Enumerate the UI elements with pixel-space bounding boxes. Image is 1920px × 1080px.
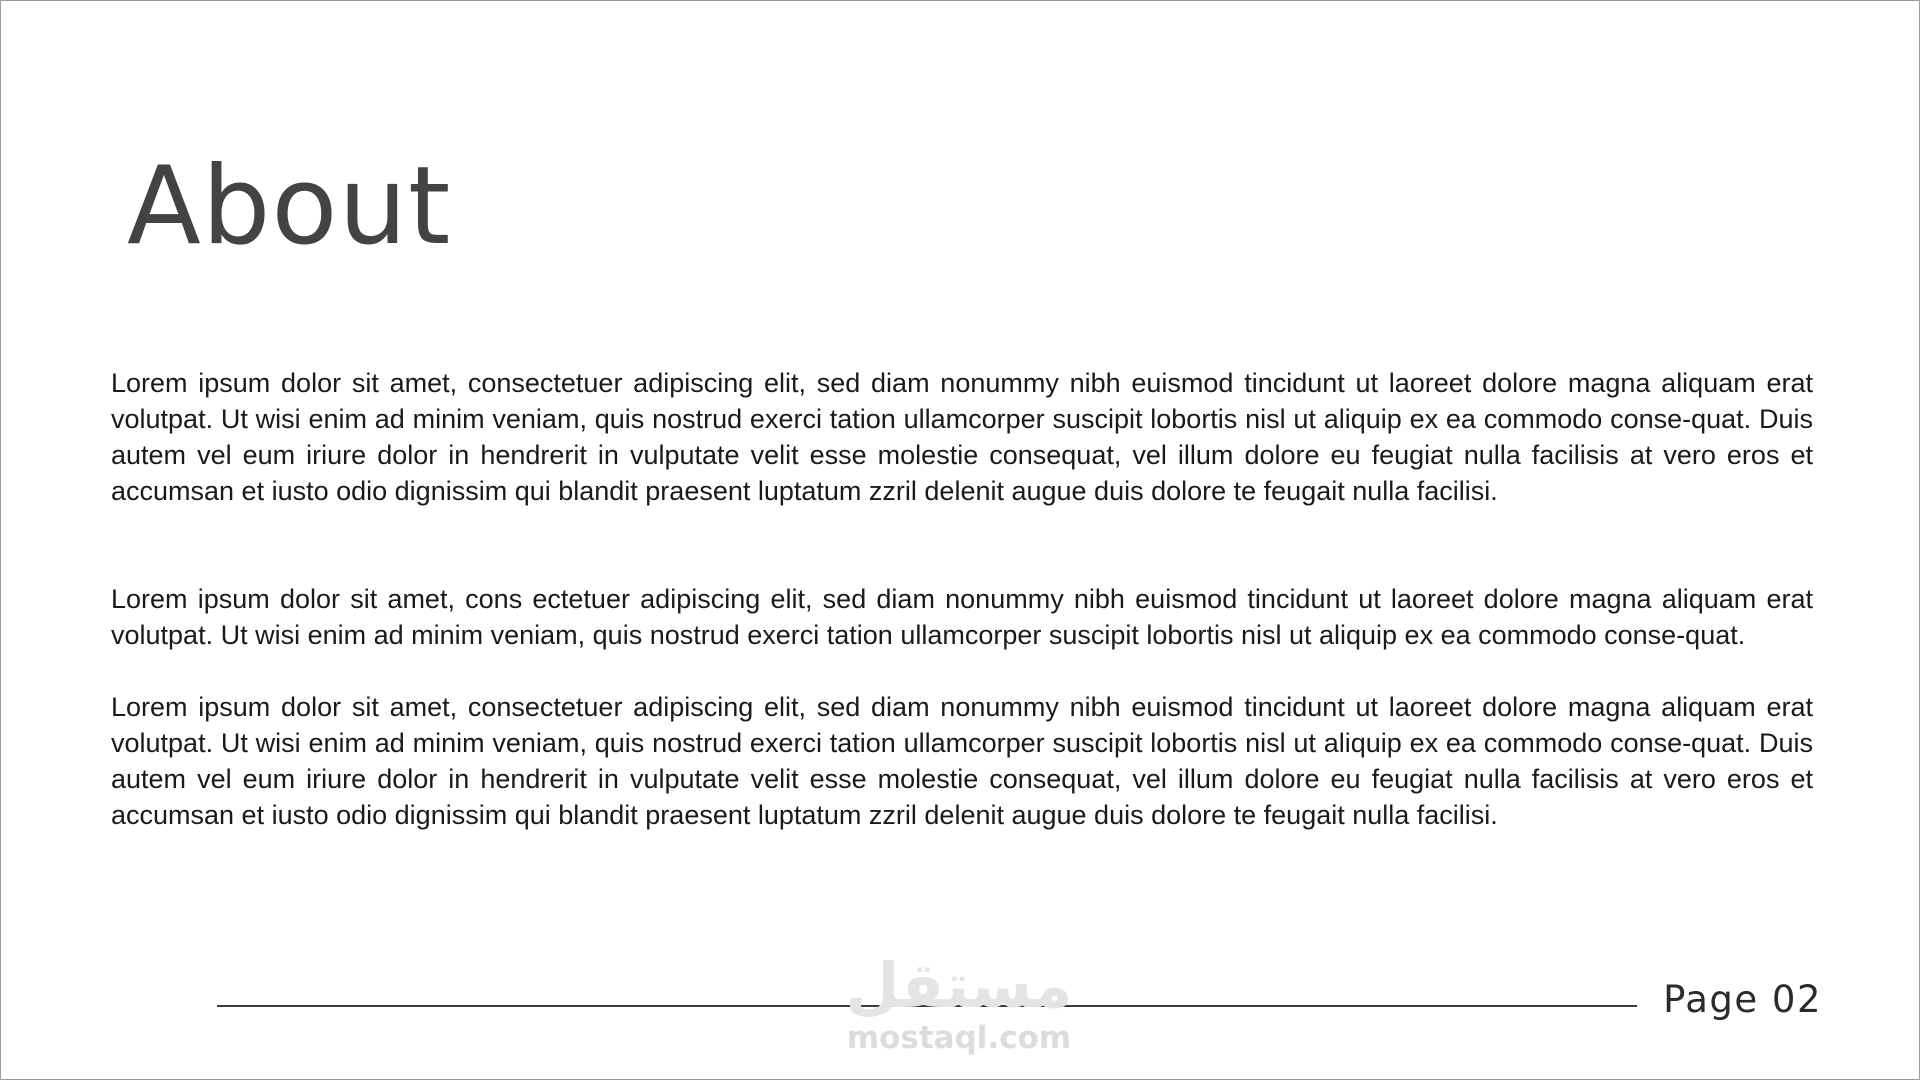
watermark-latin-text: mostaql.com xyxy=(846,1020,1072,1056)
page-number: Page 02 xyxy=(1663,978,1822,1021)
paragraph-3: Lorem ipsum dolor sit amet, consectetuer adipiscing elit, sed diam nonummy nibh euismod tincidunt ut laoreet dolore magna aliquam erat volutpat. Ut wisi enim ad minim veniam, quis nostrud exerci tation ullamcorper suscipit lobortis nisl ut aliquip ex ea commodo conse-quat. Duis autem vel eum iriure dolor in hendrerit in vulputate velit esse molestie consequat, vel illum dolore eu feugiat nulla facilisis at vero eros et accumsan et iusto odio dignissim qui blandit praesent luptatum zzril delenit augue duis dolore te feugait nulla facilisi. xyxy=(111,692,1813,830)
footer-divider xyxy=(217,1005,1637,1007)
paragraph-1: Lorem ipsum dolor sit amet, consectetuer adipiscing elit, sed diam nonummy nibh euismod tincidunt ut laoreet dolore magna aliquam erat volutpat. Ut wisi enim ad minim veniam, quis nostrud exerci tation ullamcorper suscipit lobortis nisl ut aliquip ex ea commodo conse-quat. Duis autem vel eum iriure dolor in hendrerit in vulputate velit esse molestie consequat, vel illum dolore eu feugiat nulla facilisis at vero eros et accumsan et iusto odio dignissim qui blandit praesent luptatum zzril delenit augue duis dolore te feugait nulla facilisi. xyxy=(111,368,1813,506)
page-title: About xyxy=(127,144,452,269)
paragraph-2: Lorem ipsum dolor sit amet, cons ectetuer adipiscing elit, sed diam nonummy nibh euismod tincidunt ut laoreet dolore magna aliquam erat volutpat. Ut wisi enim ad minim veniam, quis nostrud exerci tation ullamcorper suscipit lobortis nisl ut aliquip ex ea commodo conse-quat. xyxy=(111,584,1813,650)
watermark-arabic-text: مستقل xyxy=(845,949,1073,1022)
